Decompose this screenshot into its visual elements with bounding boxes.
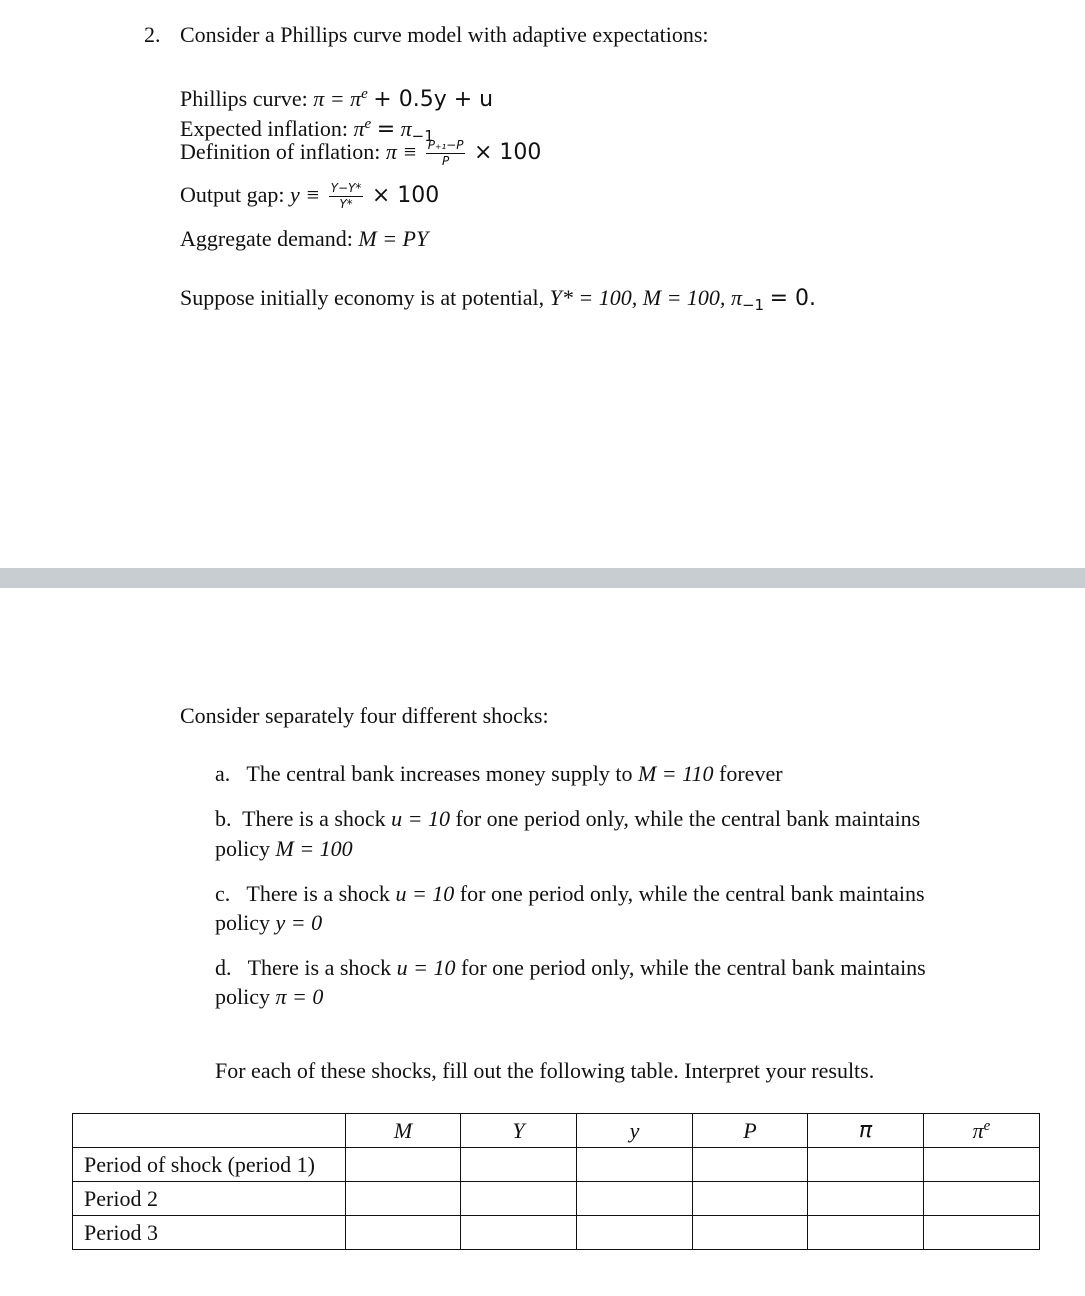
definition-numerator: P₊₁−P: [427, 138, 464, 153]
table-row: [73, 1182, 1040, 1216]
phillips-rest: + 0.5y + u: [373, 87, 494, 112]
output-fraction: [329, 182, 364, 211]
output-label: Output gap:: [180, 182, 285, 207]
row-label-period-1: Period of shock (period 1): [73, 1148, 346, 1182]
shock-a-tail: forever: [719, 761, 783, 786]
expected-eq: =: [376, 117, 396, 142]
cell-input[interactable]: [693, 1182, 808, 1216]
shock-c-line2: [215, 910, 322, 936]
cell-input[interactable]: [346, 1148, 461, 1182]
header-pi-e-cell: [924, 1114, 1040, 1148]
shock-b-tail: for one period only, while the central bank maintains: [455, 806, 921, 831]
shock-b-policy-label: policy: [215, 836, 270, 861]
cell-input[interactable]: [924, 1216, 1040, 1250]
header-y-gap: y: [577, 1114, 693, 1148]
output-numerator: Y−Y*: [330, 181, 362, 196]
expected-pi: π: [353, 116, 365, 141]
shock-b: [215, 806, 920, 832]
shock-b-label: b.: [215, 806, 232, 831]
shock-c: [215, 881, 925, 907]
phillips-lhs: π =: [313, 86, 345, 111]
output-gap-line: [180, 182, 439, 211]
header-pi-e: π: [972, 1117, 984, 1143]
question-number: 2.: [144, 22, 161, 47]
shock-d-math: u = 10: [396, 955, 456, 980]
demand-expr: M = PY: [358, 226, 429, 251]
phillips-e: e: [361, 86, 368, 102]
cell-input[interactable]: [346, 1216, 461, 1250]
shock-a-math: M = 110: [637, 761, 714, 786]
expected-sub: −1: [411, 127, 434, 145]
cell-input[interactable]: [693, 1148, 808, 1182]
shock-d-policy: π = 0: [275, 984, 324, 1009]
shock-b-math: u = 10: [391, 806, 451, 831]
shocks-intro: Consider separately four different shocks:: [180, 703, 549, 728]
table-header-row: [73, 1114, 1040, 1148]
shock-c-math: u = 10: [395, 881, 455, 906]
output-times: × 100: [371, 183, 440, 208]
header-pi: π: [808, 1114, 924, 1148]
row-label-period-2: Period 2: [73, 1182, 346, 1216]
cell-input[interactable]: [808, 1216, 924, 1250]
definition-inflation-line: [180, 139, 541, 168]
shock-d: [215, 955, 926, 981]
shock-c-policy-label: policy: [215, 910, 270, 935]
definition-times: × 100: [473, 140, 542, 165]
cell-input[interactable]: [924, 1182, 1040, 1216]
table-instruction: For each of these shocks, fill out the following table. Interpret your results.: [215, 1058, 875, 1083]
initial-pi: π: [730, 285, 742, 310]
cell-input[interactable]: [461, 1148, 577, 1182]
phillips-pi: π: [350, 86, 362, 111]
cell-input[interactable]: [577, 1216, 693, 1250]
definition-label: Definition of inflation:: [180, 139, 381, 164]
shock-c-policy: y = 0: [275, 910, 323, 935]
header-empty: [73, 1114, 346, 1148]
expected-e: e: [364, 116, 372, 132]
shock-d-tail: for one period only, while the central bank maintains: [461, 955, 926, 980]
shock-d-label: d.: [215, 955, 232, 980]
cell-input[interactable]: [693, 1216, 808, 1250]
cell-input[interactable]: [577, 1182, 693, 1216]
header-p: P: [693, 1114, 808, 1148]
demand-label: Aggregate demand:: [180, 226, 353, 251]
shock-a: [215, 761, 783, 787]
shock-c-label: c.: [215, 881, 231, 906]
header-pi-e-sup: e: [983, 1117, 991, 1134]
output-denominator: Y*: [339, 197, 353, 212]
row-label-period-3: Period 3: [73, 1216, 346, 1250]
cell-input[interactable]: [924, 1148, 1040, 1182]
cell-input[interactable]: [577, 1148, 693, 1182]
definition-denominator: P: [441, 154, 450, 169]
expected-label: Expected inflation:: [180, 116, 348, 141]
initial-pi-sub: −1: [741, 296, 765, 314]
cell-input[interactable]: [808, 1148, 924, 1182]
cell-input[interactable]: [461, 1216, 577, 1250]
initial-pi-rest: = 0.: [769, 286, 817, 311]
shock-b-text: There is a shock: [242, 806, 386, 831]
cell-input[interactable]: [346, 1182, 461, 1216]
aggregate-demand-line: [180, 226, 428, 252]
question-prompt: Consider a Phillips curve model with adaptive expectations:: [180, 22, 709, 47]
initial-conditions-line: [180, 285, 816, 318]
definition-lhs: π ≡: [385, 139, 418, 164]
initial-values: Y* = 100, M = 100,: [549, 285, 726, 310]
page-divider: [0, 568, 1085, 588]
header-y-level: Y: [461, 1114, 577, 1148]
phillips-label: Phillips curve:: [180, 86, 308, 111]
phillips-curve-line: [180, 81, 493, 113]
output-lhs: y ≡: [290, 182, 321, 207]
shock-a-text: The central bank increases money supply to: [246, 761, 633, 786]
shock-d-policy-label: policy: [215, 984, 270, 1009]
cell-input[interactable]: [461, 1182, 577, 1216]
table-row: [73, 1216, 1040, 1250]
table-row: [73, 1148, 1040, 1182]
shock-a-label: a.: [215, 761, 231, 786]
shock-b-policy: M = 100: [275, 836, 353, 861]
initial-text: Suppose initially economy is at potential,: [180, 285, 545, 310]
shock-b-line2: [215, 836, 353, 862]
shock-d-text: There is a shock: [247, 955, 392, 980]
shock-c-text: There is a shock: [246, 881, 390, 906]
cell-input[interactable]: [808, 1182, 924, 1216]
shock-d-line2: [215, 984, 323, 1010]
definition-fraction: [426, 139, 466, 168]
answer-table: [72, 1113, 1040, 1250]
header-m: M: [346, 1114, 461, 1148]
expected-rhs: π: [400, 116, 412, 141]
shock-c-tail: for one period only, while the central bank maintains: [459, 881, 925, 906]
